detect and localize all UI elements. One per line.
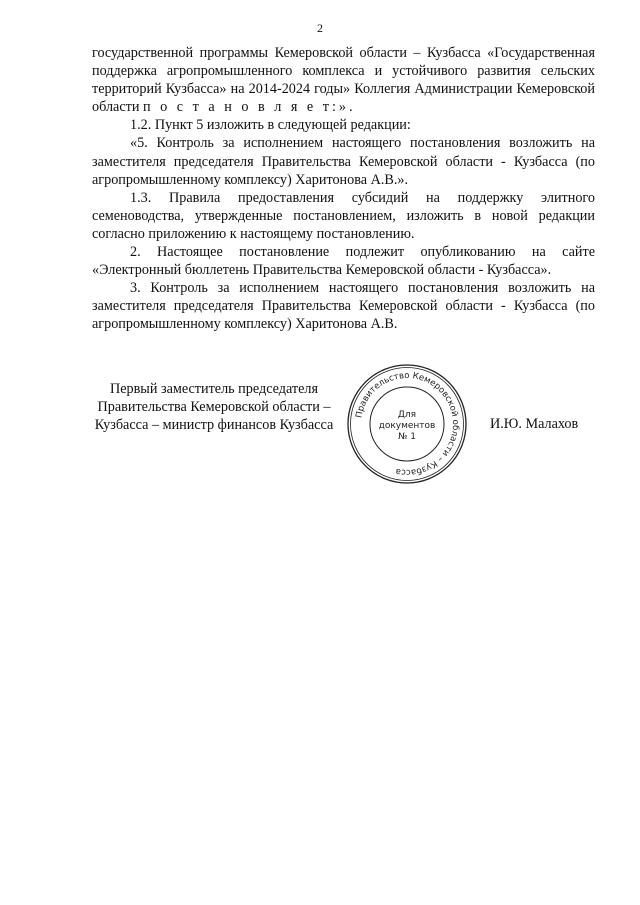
resolution-word: п о с т а н о в л я е т:». bbox=[142, 99, 356, 116]
signer-position-line: Кузбасса – министр финансов Кузбасса bbox=[94, 417, 334, 433]
signer-position bbox=[88, 380, 340, 434]
signature-block bbox=[70, 375, 590, 495]
document-body bbox=[92, 44, 595, 334]
paragraph-continuation bbox=[92, 44, 595, 116]
paragraph-quote-5: «5. Контроль за исполнением настоящего постановления возложить на заместителя председателя Правительства Кемеровской области - Кузбасса (по агропромышленному комплексу) Харитонова А.В.». bbox=[92, 135, 595, 188]
paragraph-3: 3. Контроль за исполнением настоящего постановления возложить на заместителя председателя Правительства Кемеровской области - Кузбасса (по агропромышленному комплексу) Харитонова А.В. bbox=[92, 280, 595, 333]
signer-position-line: Первый заместитель председателя bbox=[109, 381, 319, 397]
stamp-center-line: № 1 bbox=[398, 432, 416, 442]
signer-name: И.Ю. Малахов bbox=[490, 416, 579, 432]
stamp-center-line: Для bbox=[397, 410, 417, 420]
stamp-ring-text: Правительство Кемеровской области – Кузбасса bbox=[354, 370, 461, 478]
paragraph-1-3: 1.3. Правила предоставления субсидий на поддержку элитного семеноводства, утвержденные постановлением, изложить в новой редакции согласно приложению к настоящему постановлению. bbox=[92, 189, 595, 242]
paragraph-text: государственной программы Кемеровской области – Кузбасса «Государственная поддержка агропромышленного комплекса и устойчивого развития сельских территорий Кузбасса» на 2014-2024 годы» Коллегия Администрации Кемеровской области bbox=[92, 45, 595, 116]
paragraph-2: 2. Настоящее постановление подлежит опубликованию на сайте «Электронный бюллетень Правительства Кемеровской области - Кузбасса». bbox=[92, 244, 595, 279]
signer-position-line: Правительства Кемеровской области – bbox=[97, 399, 331, 415]
stamp-center-line: документов bbox=[378, 421, 436, 431]
page-number: 2 bbox=[317, 21, 323, 35]
paragraph-1-2: 1.2. Пункт 5 изложить в следующей редакции: bbox=[130, 117, 411, 134]
official-stamp bbox=[345, 362, 469, 486]
